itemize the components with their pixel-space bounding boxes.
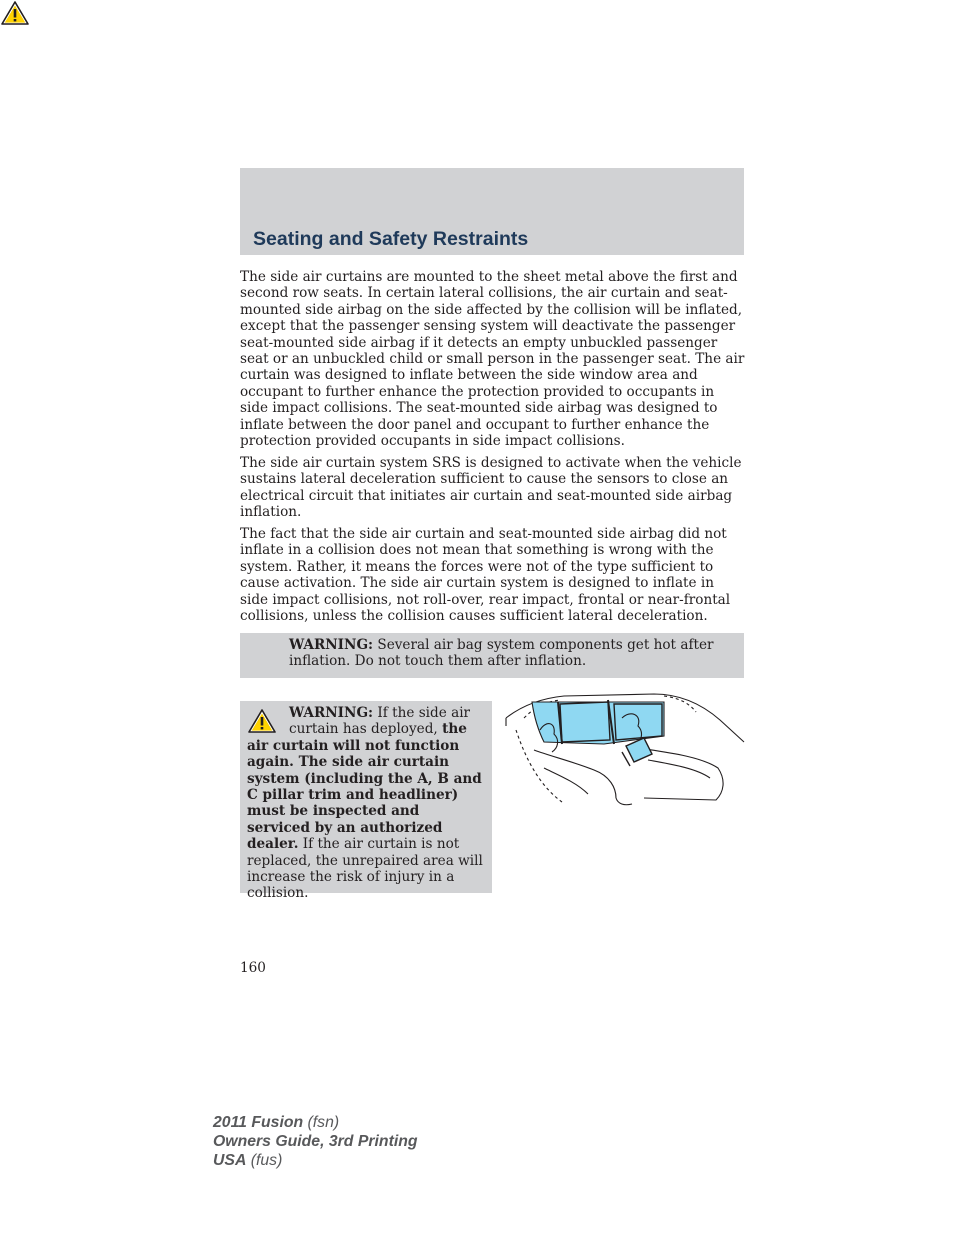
warning-box-air-curtain-deployed <box>240 701 492 902</box>
warning-text-a: If the side air curtain has deployed, <box>289 705 471 738</box>
warning-triangle-icon <box>0 0 30 30</box>
footer-market: USA <box>213 1152 247 1169</box>
warning-text: Several air bag system components get hot after inflation. Do not touch them after inflation. <box>289 637 714 670</box>
warning-text-bold: the air curtain will not function again. The side air curtain system (including the A, B and C pillar trim and headliner) must be inspected and serviced by an authorized dealer. <box>247 721 482 853</box>
warning-box-hot-components <box>240 633 744 678</box>
footer-model-code: (fsn) <box>303 1114 340 1131</box>
footer-model: 2011 Fusion <box>213 1114 304 1131</box>
section-header-band <box>240 168 744 255</box>
page-number: 160 <box>240 960 266 976</box>
section-title: Seating and Safety Restraints <box>253 228 529 250</box>
paragraph-non-deployment: The fact that the side air curtain and seat-mounted side airbag did not inflate in a collision does not mean that something is wrong with the system. Rather, it means the forces were not of the type sufficient to cause activation. The side air curtain system is designed to inflate in side impact collisions, not roll-over, rear impact, frontal or near-frontal collisions, unless the collision causes sufficient lateral deceleration. <box>240 526 731 625</box>
warning-label: WARNING: <box>289 637 374 653</box>
document-footer <box>213 1113 418 1170</box>
footer-market-code: (fus) <box>246 1152 283 1169</box>
footer-guide-edition: Owners Guide, 3rd Printing <box>213 1133 418 1150</box>
warning-triangle-icon <box>247 705 289 733</box>
paragraph-srs-activation: The side air curtain system SRS is designed to activate when the vehicle sustains lateral deceleration sufficient to cause the sensors to close an electrical circuit that initiates air curtain and seat-mounted side airbag inflation. <box>240 455 742 521</box>
paragraph-side-air-curtains: The side air curtains are mounted to the sheet metal above the first and second row seats. In certain lateral collisions, the air curtain and seat-mounted side airbag on the side affected by the collision will be inflated, except that the passenger sensing system will deactivate the passenger seat-mounted side airbag if it detects an empty unbuckled passenger seat or an unbuckled child or small person in the passenger seat. The air curtain was designed to inflate between the side window area and occupant to further enhance the protection provided to occupants in side impact collisions. The seat-mounted side airbag was designed to inflate between the door panel and occupant to further enhance the protection provided occupants in side impact collisions. <box>240 269 745 450</box>
warning-text-b: If the air curtain is not replaced, the unrepaired area will increase the risk of injury in a collision. <box>247 836 483 902</box>
side-air-curtain-illustration <box>504 690 746 810</box>
warning-label: WARNING: <box>289 705 374 721</box>
